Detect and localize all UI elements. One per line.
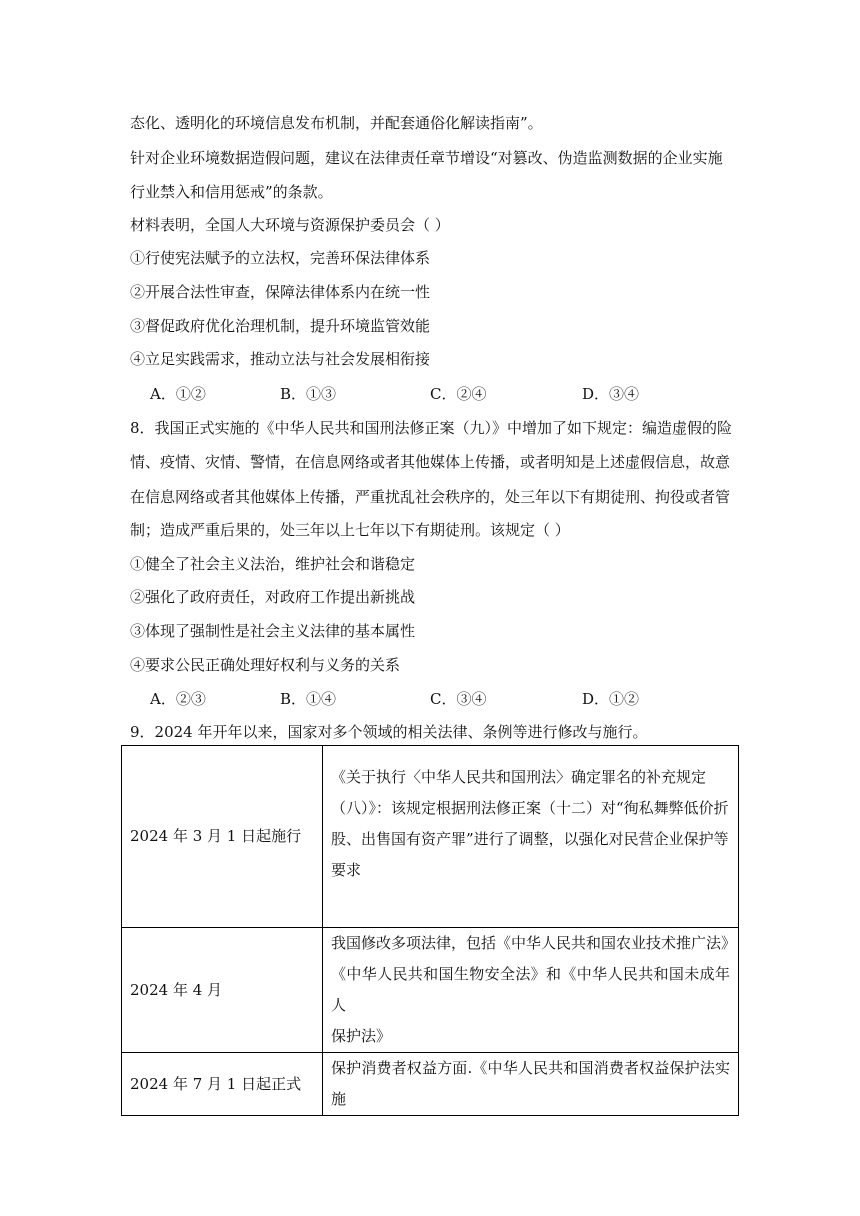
q8-stem-line: 制；造成严重后果的，处三年以上七年以下有期徒刑。该规定（ ） — [130, 521, 570, 539]
q8-statement-4: ④要求公民正确处理好权利与义务的关系 — [130, 656, 401, 674]
date-cell: 2024 年 7 月 1 日起正式 — [122, 1053, 323, 1116]
content-cell — [323, 746, 739, 928]
statement-1: ①行使宪法赋予的立法权，完善环保法律体系 — [130, 249, 431, 267]
option-c[interactable]: C．②④ — [430, 385, 487, 403]
content-line: 要求 — [331, 860, 362, 879]
law-table — [121, 745, 739, 1116]
content-cell — [323, 928, 739, 1053]
text-line: 针对企业环境数据造假问题，建议在法律责任章节增设“对篡改、伪造监测数据的企业实施 — [130, 149, 723, 167]
text-line: 行业禁入和信用惩戒”的条款。 — [130, 183, 333, 201]
q8-option-d[interactable]: D．①② — [582, 690, 640, 708]
date-cell: 2024 年 3 月 1 日起施行 — [122, 746, 323, 928]
option-b[interactable]: B．①③ — [280, 385, 337, 403]
q8-option-a[interactable]: A．②③ — [150, 690, 206, 708]
content-line: 《关于执行〈中华人民共和国刑法〉确定罪名的补充规定 — [331, 767, 707, 786]
content-line: 我国修改多项法律，包括《中华人民共和国农业技术推广法》 — [331, 934, 737, 952]
q8-stem-line: 在信息网络或者其他媒体上传播，严重扰乱社会秩序的，处三年以下有期徒刑、拘役或者管 — [130, 488, 731, 506]
q8-stem-line: 8．我国正式实施的《中华人民共和国刑法修正案（九）》中增加了如下规定：编造虚假的险 — [130, 419, 733, 437]
q8-option-c[interactable]: C．③④ — [430, 690, 487, 708]
q8-option-b[interactable]: B．①④ — [280, 690, 337, 708]
option-d[interactable]: D．③④ — [582, 385, 640, 403]
date-cell: 2024 年 4 月 — [122, 928, 323, 1053]
content-cell — [323, 1053, 739, 1116]
statement-3: ③督促政府优化治理机制，提升环境监管效能 — [130, 317, 431, 335]
content-line: 保护消费者权益方面.《中华人民共和国消费者权益保护法实施 — [331, 1059, 730, 1108]
option-a[interactable]: A．①② — [150, 385, 206, 403]
statement-4: ④立足实践需求，推动立法与社会发展相衔接 — [130, 350, 431, 368]
table-row — [122, 1053, 739, 1116]
content-line: 《中华人民共和国生物安全法》和《中华人民共和国未成年人 — [331, 965, 730, 1014]
content-line: 保护法》 — [331, 1027, 392, 1045]
q8-statement-3: ③体现了强制性是社会主义法律的基本属性 — [130, 622, 416, 640]
q9-stem: 9．2024 年开年以来，国家对多个领域的相关法律、条例等进行修改与施行。 — [130, 723, 648, 741]
statement-2: ②开展合法性审查，保障法律体系内在统一性 — [130, 283, 431, 301]
q8-stem-line: 情、疫情、灾情、警情，在信息网络或者其他媒体上传播，或者明知是上述虚假信息，故意 — [130, 453, 731, 471]
table-row — [122, 928, 739, 1053]
table-row — [122, 746, 739, 928]
content-line: 股、出售国有资产罪”进行了调整，以强化对民营企业保护等 — [331, 829, 729, 848]
q8-statement-1: ①健全了社会主义法治，维护社会和谐稳定 — [130, 555, 416, 573]
content-line: （八）》：该规定根据刑法修正案（十二）对“徇私舞弊低价折 — [331, 798, 729, 817]
question-stem: 材料表明，全国人大环境与资源保护委员会（ ） — [130, 216, 450, 234]
text-line: 态化、透明化的环境信息发布机制，并配套通俗化解读指南”。 — [130, 114, 543, 132]
q8-statement-2: ②强化了政府责任，对政府工作提出新挑战 — [130, 588, 416, 606]
